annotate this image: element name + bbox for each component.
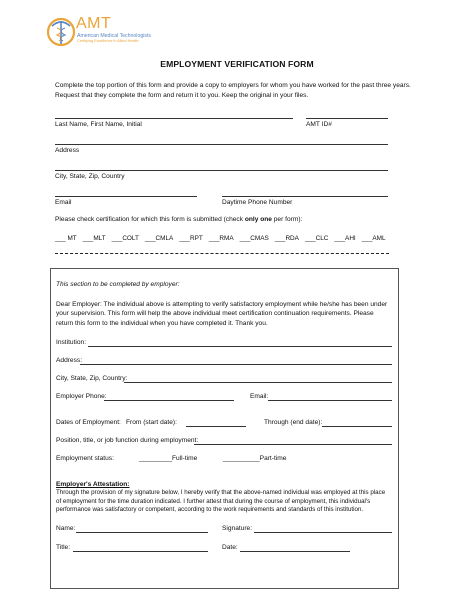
through-date-field-line[interactable] (322, 426, 392, 427)
from-label: From (start date): (126, 419, 177, 426)
employer-email-field-line[interactable] (268, 400, 392, 401)
phone-field-line[interactable] (222, 196, 388, 197)
caduceus-logo-icon (44, 14, 80, 50)
amt-id-label: AMT ID# (306, 121, 332, 128)
cert-option-cmas[interactable]: ___CMAS (239, 235, 269, 242)
attestation-heading: Employer's Attestation: (56, 481, 130, 488)
dates-label: Dates of Employment: (56, 419, 121, 426)
cert-option-rpt[interactable]: ___RPT (179, 235, 203, 242)
cert-option-mlt[interactable]: ___MLT (82, 235, 106, 242)
email-field-line[interactable] (55, 196, 197, 197)
employer-email-label: Email: (250, 393, 269, 400)
cert-prompt (55, 216, 302, 224)
cert-option-mt[interactable]: ___ MT (55, 235, 77, 242)
employer-phone-field-line[interactable] (104, 400, 234, 401)
cert-option-ahi[interactable]: ___AHI (334, 235, 356, 242)
dear-employer-paragraph: Dear Employer: The individual above is attempting to verify satisfactory employment while he/she has been under your supervision. This form will help the above individual meet certification continuation requirements. Please return this form to the individual when you have completed it. Thank you. (56, 301, 388, 327)
logo-tagline: Certifying Excellence in Allied Health (77, 39, 139, 43)
full-time-option[interactable]: _________Full-time (139, 455, 198, 462)
logo-subtitle: American Medical Technologists (77, 33, 152, 39)
employer-address-label: Address: (56, 357, 83, 364)
amt-logo (44, 14, 164, 50)
city-label: City, State, Zip, Country (55, 173, 125, 180)
status-label: Employment status: (56, 455, 114, 462)
employer-phone-label: Employer Phone: (56, 393, 107, 400)
intro-paragraph: Complete the top portion of this form and provide a copy to employers for whom you have worked for the past three years. Request that they complete the form and return it to you. Keep the original in your files. (55, 82, 411, 99)
cert-option-rma[interactable]: ___RMA (208, 235, 234, 242)
email-label: Email (55, 199, 72, 206)
cert-prompt-end: per form): (271, 216, 303, 223)
employer-city-label: City, State, Zip, Country: (56, 375, 128, 382)
employer-section-note: This section to be completed by employer: (56, 281, 180, 288)
cert-prompt-emphasis: only one (244, 216, 272, 223)
institution-field-line[interactable] (88, 346, 392, 347)
cut-divider (55, 253, 389, 254)
employer-title-label: Title: (56, 544, 71, 551)
employer-name-field-line[interactable] (76, 532, 208, 533)
institution-label: Institution: (56, 339, 87, 346)
position-field-line[interactable] (194, 444, 392, 445)
name-field-line[interactable] (55, 118, 293, 119)
address-label: Address (55, 147, 80, 154)
city-field-line[interactable] (55, 170, 388, 171)
cert-option-aml[interactable]: ___AML (361, 235, 386, 242)
logo-name: AMT (76, 15, 112, 32)
attestation-paragraph: Through the provision of my signature below, I hereby verify that the above-named individual was employed at this place of employment for the time duration indicated. I further attest that during the course of employment, this individual's performance was satisfactory or competent, according to the work requirements and standards of this institution. (56, 489, 386, 514)
from-date-field-line[interactable] (186, 426, 246, 427)
certification-options (55, 235, 392, 243)
employer-title-field-line[interactable] (73, 551, 208, 552)
part-time-option[interactable]: __________Part-time (223, 455, 287, 462)
date-field-line[interactable] (240, 551, 350, 552)
position-label: Position, title, or job function during employment: (56, 437, 199, 444)
name-label: Last Name, First Name, Initial (55, 121, 142, 128)
employer-address-field-line[interactable] (80, 364, 392, 365)
cert-option-clc[interactable]: ___CLC (304, 235, 329, 242)
cert-option-colt[interactable]: ___COLT (111, 235, 139, 242)
employer-name-label: Name: (56, 525, 76, 532)
page-title: EMPLOYMENT VERIFICATION FORM (160, 59, 314, 69)
cert-option-cmla[interactable]: ___CMLA (144, 235, 174, 242)
phone-label: Daytime Phone Number (222, 199, 293, 206)
signature-field-line[interactable] (254, 532, 392, 533)
cert-prompt-start: Please check certification for which this form is submitted (check (55, 216, 245, 223)
employer-city-field-line[interactable] (124, 382, 392, 383)
date-label: Date: (222, 544, 238, 551)
amt-id-field-line[interactable] (306, 118, 388, 119)
through-label: Through (end date): (264, 419, 323, 426)
signature-label: Signature: (222, 525, 253, 532)
cert-option-rda[interactable]: ___RDA (274, 235, 299, 242)
address-field-line[interactable] (55, 144, 388, 145)
